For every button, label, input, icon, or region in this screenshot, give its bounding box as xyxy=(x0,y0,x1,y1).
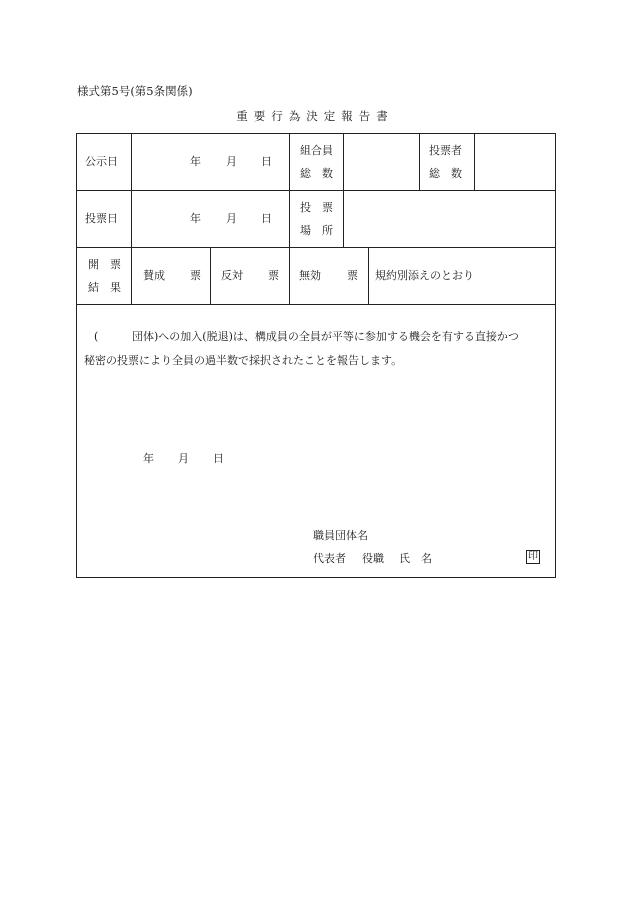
row-divider xyxy=(76,190,556,191)
announce-day-label: 日 xyxy=(261,155,272,168)
voters-total-label: 投票者 xyxy=(429,144,462,157)
vote-place-label: 投 票 xyxy=(300,201,333,214)
report-month-label: 月 xyxy=(178,452,189,465)
vote-day-label: 日 xyxy=(261,212,272,225)
seal-mark: 印 xyxy=(528,551,538,562)
members-total-label: 組合員 xyxy=(300,144,333,157)
count-result-label: 結 果 xyxy=(88,281,121,294)
column-divider xyxy=(474,133,475,190)
vote-date-label: 投票日 xyxy=(85,212,118,225)
representative-label: 代表者 xyxy=(313,552,346,565)
column-divider xyxy=(343,133,344,247)
report-year-label: 年 xyxy=(143,452,154,465)
row-divider xyxy=(76,247,556,248)
votes-invalid-label: 無効 xyxy=(299,269,321,282)
votes-for-label: 賛成 xyxy=(143,269,165,282)
announce-year-label: 年 xyxy=(190,155,201,168)
column-divider xyxy=(419,133,420,190)
statement-line-1: 団体)への加入(脱退)は、構成員の全員が平等に参加する機会を有する直接かつ xyxy=(132,330,519,343)
votes-against-label: 反対 xyxy=(221,269,243,282)
column-divider xyxy=(131,133,132,304)
count-result-label: 開 票 xyxy=(88,258,121,271)
organization-name-label: 職員団体名 xyxy=(313,529,368,542)
members-total-label: 総 数 xyxy=(300,167,333,180)
vote-place-label: 場 所 xyxy=(300,224,333,237)
column-divider xyxy=(368,247,369,304)
votes-for-unit: 票 xyxy=(190,269,201,282)
voters-total-label: 総 数 xyxy=(429,167,462,180)
column-divider xyxy=(289,133,290,247)
votes-invalid-unit: 票 xyxy=(347,269,358,282)
form-number-label: 様式第5号(第5条関係) xyxy=(77,84,193,98)
statement-line-2: 秘密の投票により全員の過半数で採択されたことを報告します。 xyxy=(84,354,403,367)
column-divider xyxy=(210,247,211,304)
statement-open-paren: ( xyxy=(94,330,99,343)
announce-month-label: 月 xyxy=(226,155,237,168)
document-title: 重要行為決定報告書 xyxy=(236,109,394,123)
votes-against-unit: 票 xyxy=(268,269,279,282)
representative-title-label: 役職 xyxy=(362,552,384,565)
vote-month-label: 月 xyxy=(226,212,237,225)
result-note: 規約別添えのとおり xyxy=(375,269,474,282)
representative-name-label: 氏 名 xyxy=(399,552,432,565)
column-divider xyxy=(289,247,290,304)
vote-year-label: 年 xyxy=(190,212,201,225)
announce-date-label: 公示日 xyxy=(85,155,118,168)
report-day-label: 日 xyxy=(213,452,224,465)
row-divider xyxy=(76,304,556,305)
